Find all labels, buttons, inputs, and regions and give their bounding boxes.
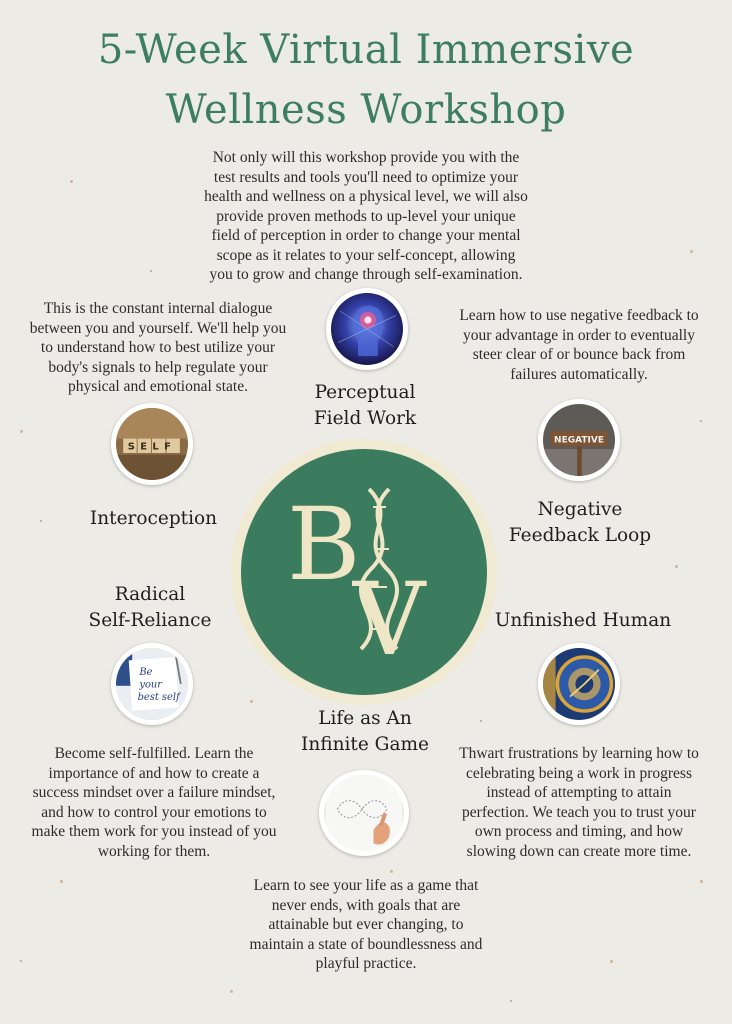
desc-line: instead of attempting to attain [486,784,672,801]
desc-line: Learn how to use negative feedback to [459,307,699,324]
desc-line: make them work for you instead of you [31,823,277,840]
desc-line: steer clear of or bounce back from [472,346,686,363]
desc-line: importance of and how to create a [48,764,260,782]
label-line: Self-Reliance [88,610,212,631]
intro-line: field of perception in order to change your mental [211,227,521,244]
negative-feedback-description [440,306,718,384]
desc-line: This is the constant internal dialogue [43,300,273,317]
intro-paragraph [186,148,546,285]
intro-line: health and wellness on a physical level, we will also [204,188,528,205]
logo-letter-v: V [353,561,426,678]
be-your-best-self-note-icon [111,643,193,725]
desc-line: Learn to see your life as a game that [253,877,479,894]
page-title-line-1: 5-Week Virtual Immersive [97,27,635,73]
label-line: Infinite Game [301,734,429,755]
astronomical-clock-icon [538,643,620,725]
self-blocks-icon [111,403,193,485]
desc-line: Thwart frustrations by learning how to [459,745,699,762]
interoception-label: Interoception [89,508,218,529]
page-title-line-2: Wellness Workshop [165,87,567,133]
unfinished-human-description [440,744,718,861]
desc-line: attainable but ever changing, to [268,916,464,933]
hand-infinity-icon [319,770,409,856]
negative-feedback-loop-label [490,497,670,549]
desc-line: celebrating being a work in progress [466,764,692,782]
intro-line: you to grow and change through self-examination. [209,266,523,283]
radical-self-reliance-description [18,744,290,861]
intro-line: Not only will this workshop provide you with the [212,149,520,166]
desc-line: physical and emotional state. [68,378,248,395]
label-line: Perceptual [314,382,416,403]
bv-logo [241,449,487,695]
desc-line: between you and yourself. We'll help you [29,319,287,337]
desc-line: success mindset over a failure mindset, [32,784,276,801]
interoception-description [18,299,298,397]
note-text-line: best self [137,692,180,704]
desc-line: playful practice. [315,955,417,972]
desc-line: perfection. We teach you to trust your [462,803,696,821]
desc-line: Become self-fulfilled. Learn the [54,745,254,762]
infinite-game-description [222,876,510,974]
desc-line: to understand how to best utilize your [40,339,276,356]
self-blocks-text: SELF [127,441,177,453]
label-line: Life as An [318,708,412,729]
label-line: Radical [114,584,186,605]
logo-letter-b: B [287,486,361,603]
intro-line: provide proven methods to up-level your unique [216,207,516,225]
radical-self-reliance-label [60,582,240,634]
desc-line: never ends, with goals that are [271,896,461,914]
desc-line: own process and timing, and how [474,823,684,840]
note-text-line: Be [139,667,153,678]
label-line: Field Work [313,408,417,429]
intro-line: scope as it relates to your self-concept, allowing [216,246,516,264]
head-brain-icon [326,288,408,370]
negative-sign-icon [538,399,620,481]
intro-line: test results and tools you'll need to optimize your [213,168,519,186]
desc-line: slowing down can create more time. [466,842,692,860]
note-text-line: your [139,679,163,691]
life-as-an-infinite-game-label [270,706,460,758]
perceptual-field-work-label [280,380,450,432]
desc-line: maintain a state of boundlessness and [249,935,483,953]
desc-line: and how to control your emotions to [41,803,267,821]
unfinished-human-label: Unfinished Human [494,610,672,631]
desc-line: failures automatically. [510,365,648,383]
negative-sign-text: NEGATIVE [554,435,604,446]
desc-line: body's signals to help regulate your [48,358,268,376]
desc-line: your advantage in order to eventually [463,326,695,344]
desc-line: working for them. [97,842,211,860]
label-line: Negative [537,499,623,520]
label-line: Feedback Loop [508,525,652,546]
